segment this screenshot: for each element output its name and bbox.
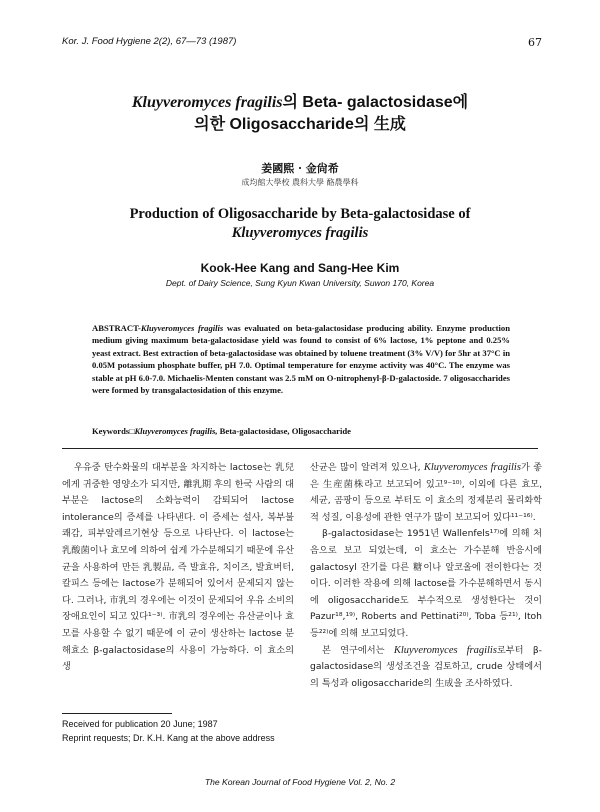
- english-title: [60, 205, 540, 243]
- body-paragraph: [310, 460, 542, 526]
- page-footer: The Korean Journal of Food Hygiene Vol. 2, No. 2: [204, 777, 396, 787]
- korean-title-line1: 의 Beta- galactosidase에: [282, 94, 469, 111]
- abstract-species: Kluyveromyces fragilis: [140, 323, 224, 333]
- korean-title-species: Kluyveromyces fragilis: [131, 94, 283, 111]
- english-authors: Kook-Hee Kang and Sang-Hee Kim: [200, 261, 400, 275]
- footnote-divider: [62, 713, 172, 714]
- journal-citation: Kor. J. Food Hygiene 2(2), 67—73 (1987): [62, 36, 237, 47]
- korean-affiliation: 成均館大學校 農科大學 酪農學科: [241, 178, 359, 187]
- english-affiliation: Dept. of Dairy Science, Sung Kyun Kwan University, Suwon 170, Korea: [165, 278, 435, 288]
- body-column-left: [62, 460, 294, 676]
- english-title-line1: Production of Oligosaccharide by Beta-galactosidase of: [129, 206, 471, 222]
- abstract-label: ABSTRACT-: [92, 323, 141, 333]
- paragraph-text: 가 좋은 生産菌株라고 보고되어 있고⁹⁻¹⁰⁾, 이외에 다른 효모, 세균, 곰팡이 등으로 부터도 이 효소의 정제분리 물리화학적 성질, 이용성에 관한 연구가 많이 보고되어 있다¹¹⁻¹⁶⁾.: [310, 462, 543, 523]
- section-divider: [62, 448, 538, 449]
- korean-title: [60, 92, 540, 136]
- species-name: Kluyveromyces fragilis: [423, 462, 521, 473]
- footnote-received: Received for publication 20 June; 1987: [62, 719, 218, 729]
- keywords-rest: Beta-galactosidase, Oligosaccharide: [217, 426, 351, 436]
- body-column-right: [310, 460, 542, 692]
- keywords: [92, 426, 512, 436]
- body-paragraph: [310, 643, 542, 693]
- paragraph-text: 로부터 β-galactosidase의 생성조건을 검토하고, crude 상태에서의 특성과 oligosaccharide의 生成을 조사하였다.: [310, 644, 542, 689]
- body-paragraph: β-galactosidase는 1951년 Wallenfels¹⁷⁾에 의해 처음으로 보고 되었는데, 이 효소는 가수분해 반응시에 galactosyl 잔기를 다른 糖이나 알코올에 전이한다는 것이다. 이러한 작용에 의해 lactose를 가수분해하면서 동시에 oligosaccharide도 부수적으로 생성한다는 것이 Pazur¹⁸,¹⁹⁾, Roberts and Pettinati²⁰⁾, Toba 등²¹⁾, Itoh 등²²⁾에 의해 보고되었다.: [310, 528, 542, 639]
- english-title-line2: Kluyveromyces fragilis: [231, 225, 369, 241]
- abstract: [92, 322, 510, 396]
- korean-title-line2: 의한 Oligosaccharide의 生成: [194, 116, 406, 133]
- korean-authors: 姜國熙 · 金尙希: [261, 162, 339, 175]
- keywords-species: Kluyveromyces fragilis,: [134, 426, 218, 436]
- footnote-reprint: Reprint requests; Dr. K.H. Kang at the above address: [62, 733, 275, 743]
- paragraph-text: 본 연구에서는: [322, 644, 394, 656]
- species-name: Kluyveromyces fragilis: [393, 644, 497, 656]
- keywords-label: Keywords□: [92, 426, 135, 436]
- abstract-text: was evaluated on beta-galactosidase producing ability. Enzyme production medium giving maximum beta-galactosidase yield was found to consist of 6% lactose, 1% peptone and 0.25% yeast extract. Best extraction of beta-galactosidase was obtained by toluene treatment (3% V/V) for 5hr at 37°C in 0.05M potassium phosphate buffer, pH 7.0. Optimal temperature for enzyme activity was 40°C. The enzyme was stable at pH 6.0-7.0. Michaelis-Menten constant was 2.5 mM on O-nitrophenyl-β-D-galactoside. 7 oligosaccharides were formed by transgalactosidation of this enzyme.: [92, 323, 510, 396]
- paragraph-text: 산균은 많이 알려져 있으나,: [310, 462, 424, 473]
- page-number: 67: [528, 36, 542, 49]
- body-paragraph: 우유중 탄수화물의 대부분을 차지하는 lactose는 乳兒에게 귀중한 영양소가 되지만, 離乳期 후의 한국 사람의 대부분은 lactose의 소화능력이 감퇴되어 lactose intolerance의 증세를 나타낸다. 이 증세는 설사, 복부불쾌감, 피부알레르기현상 등으로 나타난다. 이 lactose는 乳酸菌이나 효모에 의하여 쉽게 가수분해되기 때문에 유산균을 사용하여 만든 乳製品, 즉 발효유, 치이즈, 발효버터, 칼피스 등에는 lactose가 분해되어 있어서 문제되지 않는다. 그러나, 市乳의 경우에는 이것이 문제되어 우유 소비의 장애요인이 되고 있다¹⁻³⁾. 市乳의 경우에는 유산균이나 효모를 사용할 수 없기 때문에 이 균이 생산하는 lactose 분해효소 β-galactosidase의 사용이 가능하다. 이 효소의 생: [62, 462, 294, 673]
